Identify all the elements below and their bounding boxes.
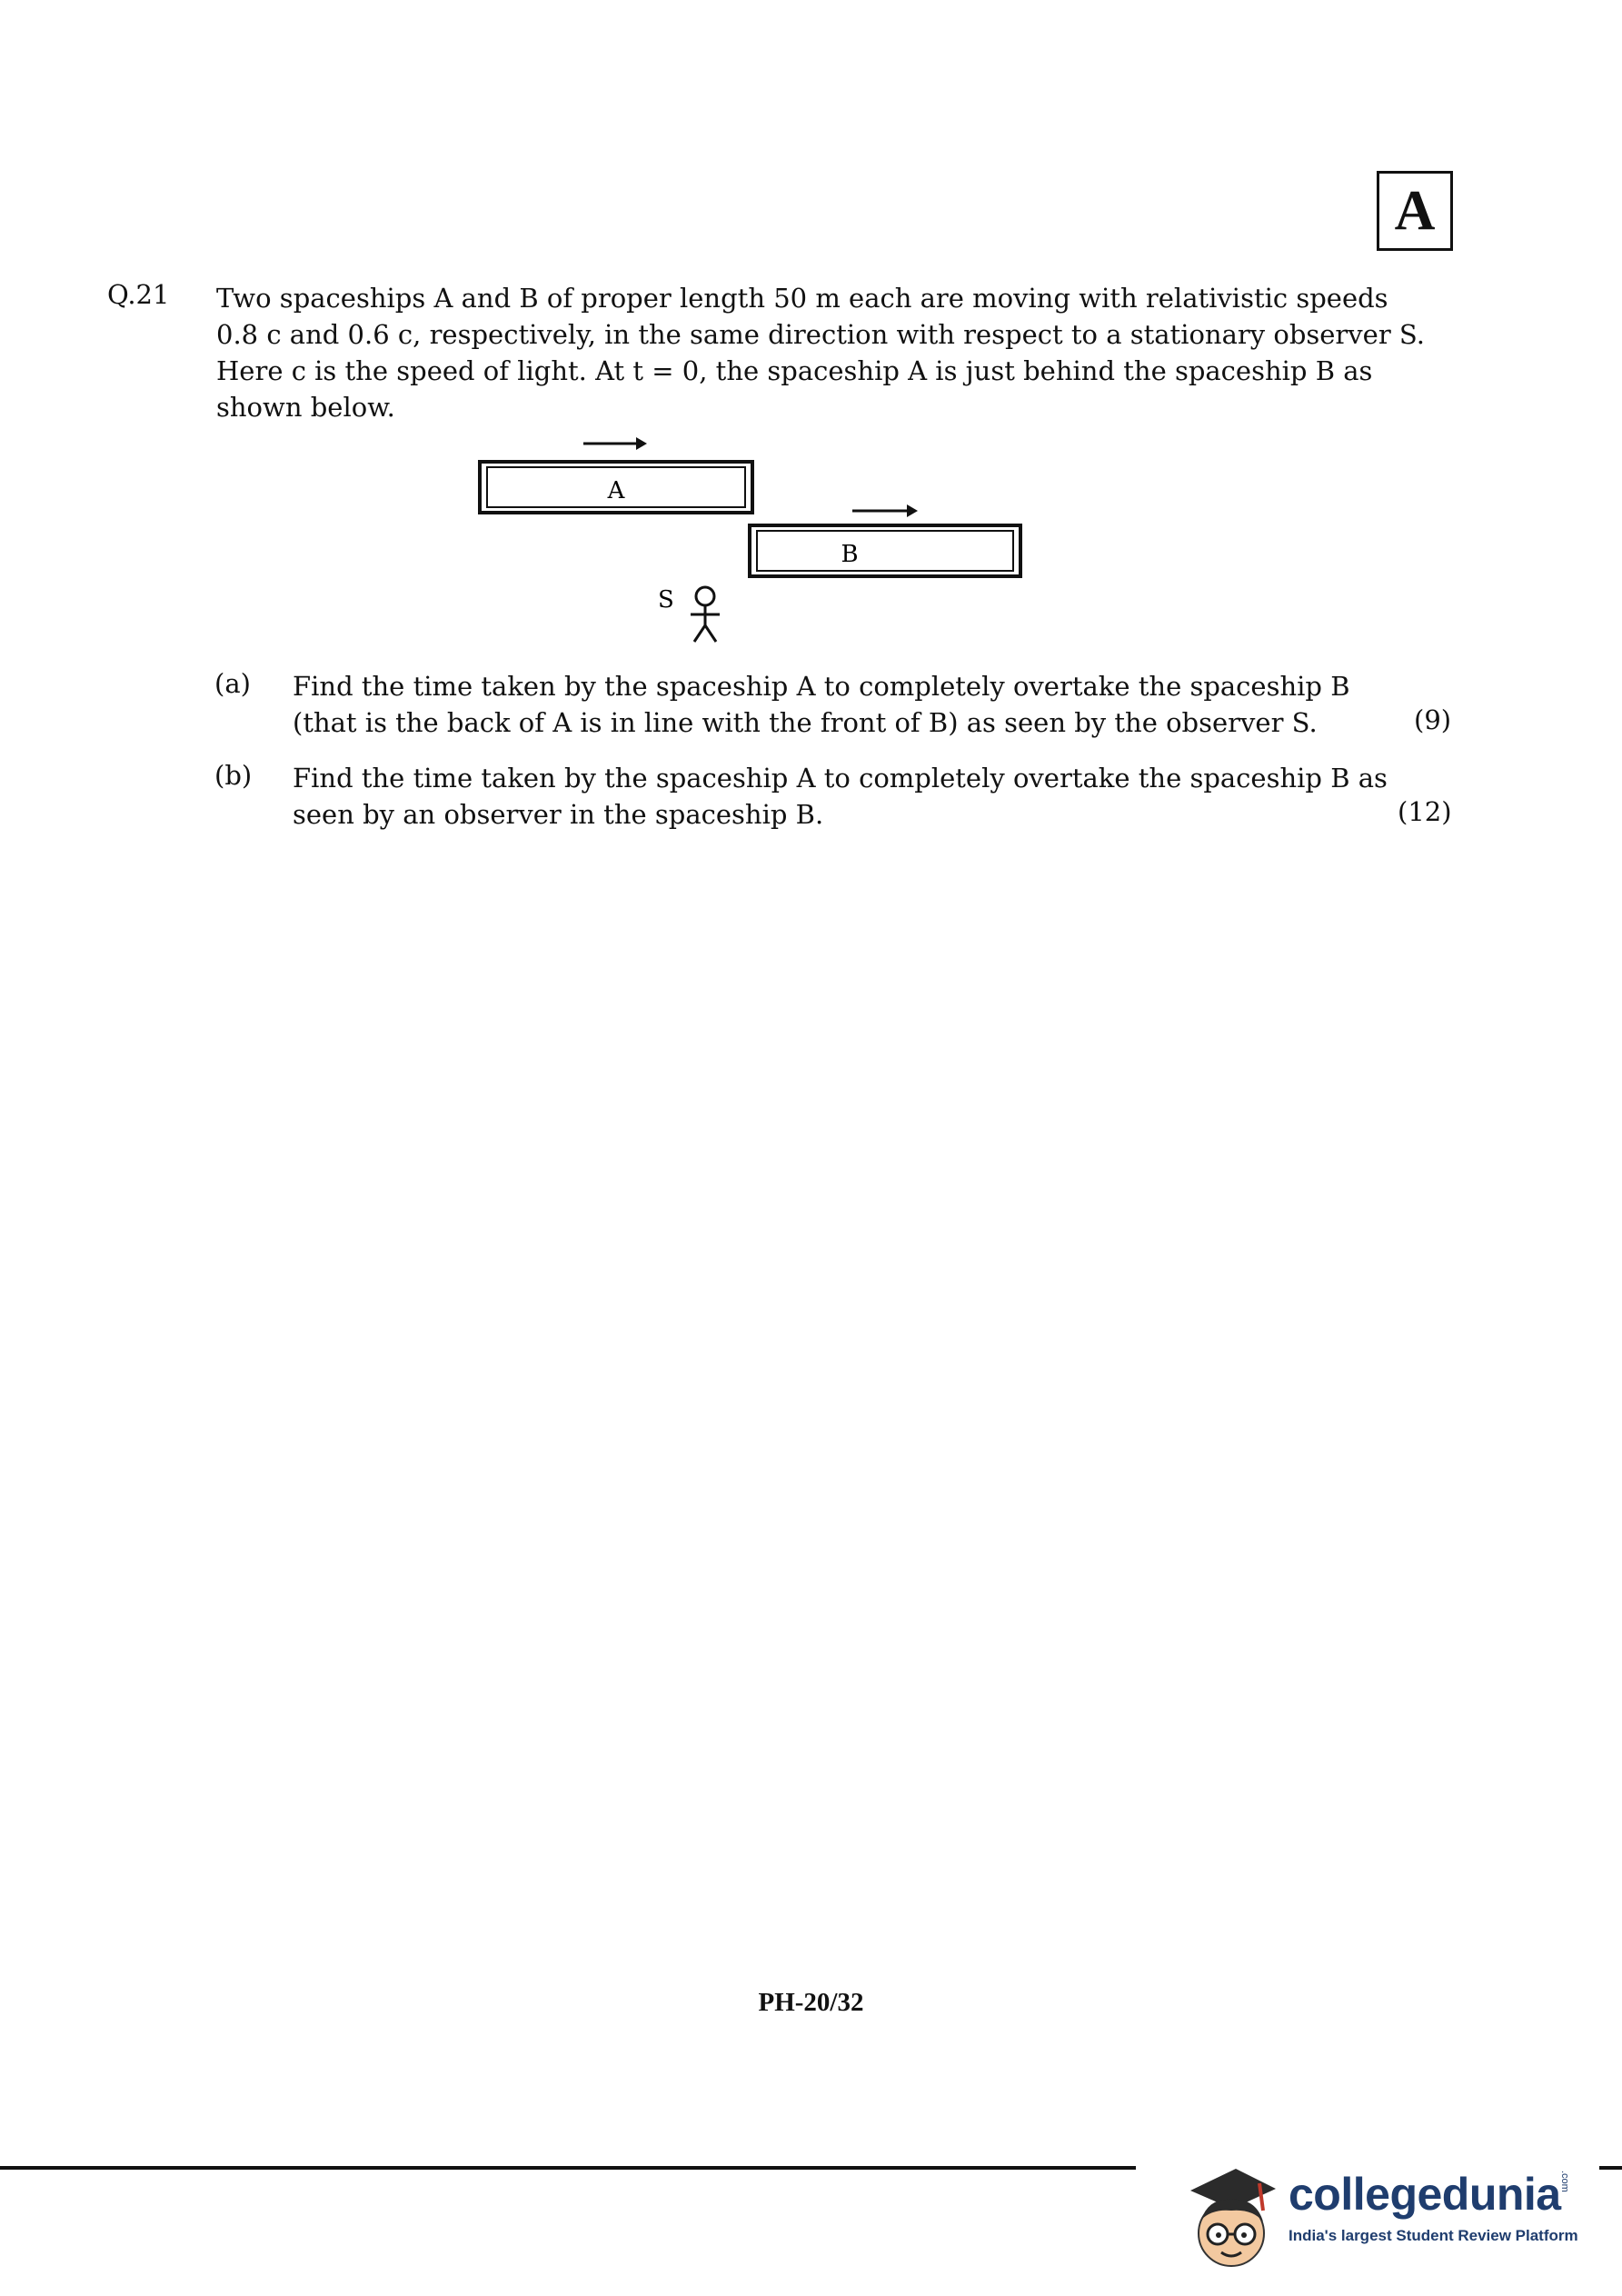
part-a-marks: (9) <box>1414 704 1452 735</box>
part-a-line: (that is the back of A is in line with the front of B) as seen by the observer S. <box>293 707 1318 738</box>
part-b-label: (b) <box>214 760 253 791</box>
observer-label: S <box>658 586 674 614</box>
footer-rule-end <box>1599 2166 1622 2170</box>
spaceship-a-label: A <box>607 477 625 504</box>
question-line: shown below. <box>216 392 395 423</box>
brand-domain: .com <box>1559 2171 1570 2192</box>
part-b-marks: (12) <box>1398 796 1452 827</box>
ship-a-direction-arrow <box>583 437 647 450</box>
part-b-line: Find the time taken by the spaceship A to completely overtake the spaceship B as <box>293 763 1388 794</box>
question-line: Here c is the speed of light. At t = 0, the spaceship A is just behind the spaceship B as <box>216 355 1373 386</box>
spaceship-b <box>750 525 1020 576</box>
question-line: Two spaceships A and B of proper length 50 m each are moving with relativistic speeds <box>216 283 1388 314</box>
part-a-line: Find the time taken by the spaceship A to completely overtake the spaceship B <box>293 671 1350 702</box>
observer-stick-figure <box>691 587 720 642</box>
question-number: Q.21 <box>107 279 170 310</box>
part-a-label: (a) <box>214 668 251 699</box>
spaceship-diagram <box>473 427 1036 664</box>
footer-rule <box>0 2166 1136 2170</box>
page-code: PH-20/32 <box>758 1988 864 2017</box>
part-b-text <box>293 760 1451 833</box>
collegedunia-mascot-icon <box>1181 2156 1281 2283</box>
ship-b-direction-arrow <box>852 504 918 517</box>
brand-tagline: India's largest Student Review Platform <box>1289 2227 1578 2244</box>
question-line: 0.8 c and 0.6 c, respectively, in the same direction with respect to a stationary observer S. <box>216 319 1425 350</box>
set-label: A <box>1394 179 1436 242</box>
part-b-line: seen by an observer in the spaceship B. <box>293 799 824 830</box>
set-label-box <box>1377 171 1453 251</box>
spaceship-b-label: B <box>841 541 859 568</box>
part-a-text <box>293 668 1451 741</box>
question-text <box>216 280 1454 425</box>
brand-name: collegedunia <box>1289 2169 1561 2220</box>
